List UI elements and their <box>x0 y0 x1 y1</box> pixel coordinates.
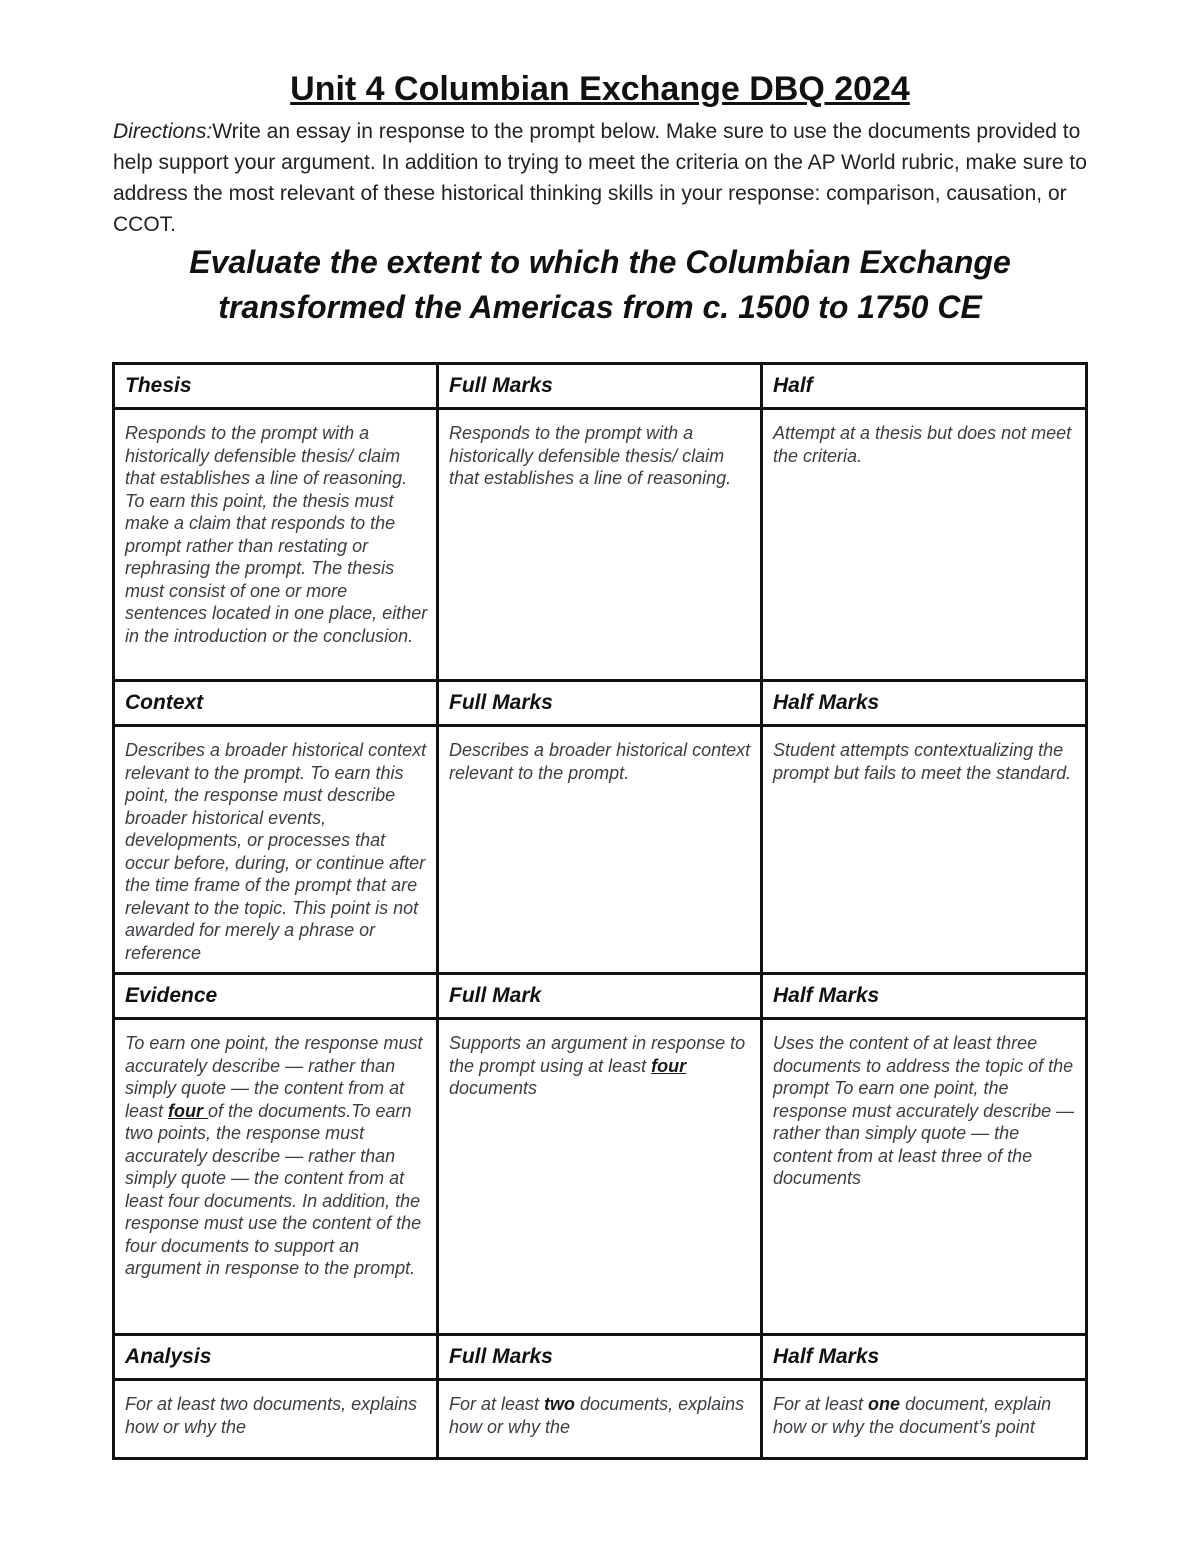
context-header: Context <box>114 681 438 726</box>
directions-label: Directions: <box>113 120 213 143</box>
rubric-header-row <box>114 364 1087 409</box>
analysis-full-part-2: documents, explains how or why the <box>449 1394 745 1437</box>
evidence-full-marks <box>438 1019 762 1335</box>
context-half-marks: Student attempts contextualizing the prompt but fails to meet the standard. <box>762 726 1087 974</box>
prompt-line-2: transformed the Americas from c. 1500 to 1750 CE <box>218 289 982 325</box>
directions-text: Write an essay in response to the prompt below. Make sure to use the documents provided to help support your argument. In addition to trying to meet the criteria on the AP World rubric, make sure to address the most relevant of these historical thinking skills in your response: comparison, causation, or CCOT. <box>113 120 1087 236</box>
context-criteria: Describes a broader historical context relevant to the prompt. To earn this point, the response must describe broader historical events, developments, or processes that occur before, during, or continue after the time frame of the prompt that are relevant to the topic. This point is not awarded for merely a phrase or reference <box>114 726 438 974</box>
analysis-full-marks <box>438 1380 762 1459</box>
analysis-half-part-2: document, explain how or why the document’s point <box>773 1394 1052 1437</box>
analysis-half-header: Half Marks <box>762 1335 1087 1380</box>
context-full-marks: Describes a broader historical context relevant to the prompt. <box>438 726 762 974</box>
thesis-full-marks: Responds to the prompt with a historically defensible thesis/ claim that establishes a line of reasoning. <box>438 409 762 681</box>
prompt-line-1: Evaluate the extent to which the Columbian Exchange <box>189 244 1011 280</box>
analysis-half-marks <box>762 1380 1087 1459</box>
directions-paragraph <box>113 116 1093 240</box>
analysis-half-emphasis: one <box>868 1394 901 1414</box>
rubric-header-row <box>114 974 1087 1019</box>
thesis-full-header: Full Marks <box>438 364 762 409</box>
context-half-header: Half Marks <box>762 681 1087 726</box>
thesis-criteria: Responds to the prompt with a historically defensible thesis/ claim that establishes a line of reasoning. To earn this point, the thesis must make a claim that responds to the prompt rather than restating or rephrasing the prompt. The thesis must consist of one or more sentences located in one place, either in the introduction or the conclusion. <box>114 409 438 681</box>
evidence-criteria-emphasis: four <box>168 1100 209 1121</box>
analysis-full-header: Full Marks <box>438 1335 762 1380</box>
analysis-criteria: For at least two documents, explains how or why the <box>114 1380 438 1459</box>
evidence-half-marks: Uses the content of at least three documents to address the topic of the prompt To earn one point, the response must accurately describe — rather than simply quote — the content from at least three of the documents <box>762 1019 1087 1335</box>
essay-prompt <box>90 240 1110 330</box>
analysis-full-emphasis: two <box>544 1394 576 1414</box>
evidence-full-header: Full Mark <box>438 974 762 1019</box>
evidence-criteria-part-1: To earn one point, the response must accurately describe — rather than simply quote — the content from at least <box>125 1033 423 1121</box>
evidence-full-part-1: Supports an argument in response to the prompt using at least <box>449 1033 746 1076</box>
rubric-header-row <box>114 681 1087 726</box>
thesis-header: Thesis <box>114 364 438 409</box>
analysis-full-part-1: For at least <box>449 1394 545 1414</box>
rubric-header-row <box>114 1335 1087 1380</box>
evidence-criteria-part-2: of the documents.To earn two points, the response must accurately describe — rather than simply quote — the content from at least four documents. In addition, the response must use the content of the four documents to support an argument in response to the prompt. <box>125 1100 422 1278</box>
rubric-body-row <box>114 1019 1087 1335</box>
evidence-full-part-2: documents <box>449 1078 538 1098</box>
rubric-body-row <box>114 726 1087 974</box>
rubric-table <box>112 362 1088 1460</box>
rubric-body-row <box>114 1380 1087 1459</box>
thesis-half-marks: Attempt at a thesis but does not meet the criteria. <box>762 409 1087 681</box>
analysis-header: Analysis <box>114 1335 438 1380</box>
evidence-header: Evidence <box>114 974 438 1019</box>
page-title: Unit 4 Columbian Exchange DBQ 2024 <box>290 70 910 108</box>
context-full-header: Full Marks <box>438 681 762 726</box>
rubric-body-row <box>114 409 1087 681</box>
evidence-half-header: Half Marks <box>762 974 1087 1019</box>
evidence-criteria <box>114 1019 438 1335</box>
thesis-half-header: Half <box>762 364 1087 409</box>
analysis-half-part-1: For at least <box>773 1394 869 1414</box>
evidence-full-emphasis: four <box>651 1055 687 1076</box>
